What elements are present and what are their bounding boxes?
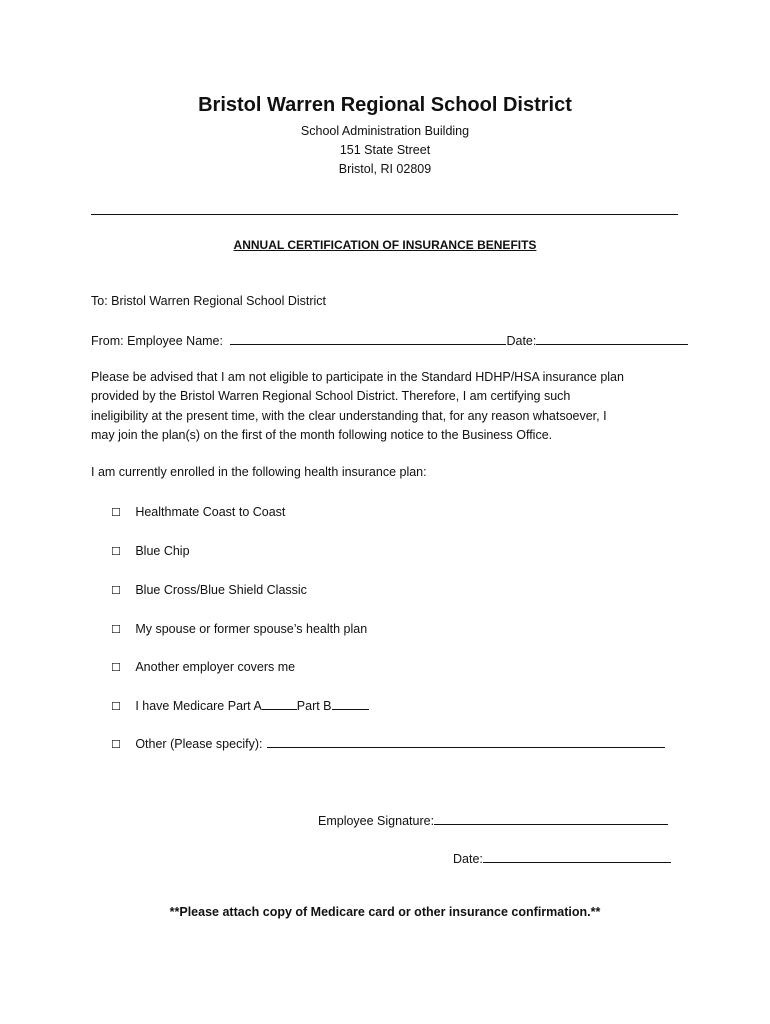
option-spouse-plan[interactable] [111, 620, 367, 638]
checkbox-icon[interactable]: ☐ [111, 739, 121, 751]
option-medicare[interactable] [111, 697, 369, 715]
signature-date-row [453, 850, 671, 866]
medicare-part-b-field[interactable] [332, 697, 369, 710]
option-another-employer[interactable] [111, 658, 295, 676]
option-label: Blue Chip [135, 544, 190, 558]
medicare-part-a-label: I have Medicare Part A [135, 699, 262, 713]
from-row [91, 332, 688, 348]
paragraph-line: ineligibility at the present time, with the clear understanding that, for any reason whatsoever, I [91, 408, 607, 423]
signature-label: Employee Signature: [318, 814, 435, 828]
address-line-1: School Administration Building [300, 124, 470, 138]
other-label: Other (Please specify): [135, 737, 263, 751]
signature-date-field[interactable] [483, 850, 671, 863]
district-title: Bristol Warren Regional School District [198, 94, 572, 116]
paragraph-line: may join the plan(s) on the first of the month following notice to the Business Office. [91, 427, 553, 442]
signature-row [318, 812, 668, 828]
form-heading: ANNUAL CERTIFICATION OF INSURANCE BENEFITS [233, 238, 537, 252]
address-line-3: Bristol, RI 02809 [338, 162, 432, 176]
header-divider [91, 214, 678, 215]
paragraph-line: Please be advised that I am not eligible to participate in the Standard HDHP/HSA insurance plan [91, 370, 624, 384]
checkbox-icon[interactable]: ☐ [111, 507, 121, 519]
checkbox-icon[interactable]: ☐ [111, 662, 121, 674]
to-line: To: Bristol Warren Regional School District [91, 294, 327, 308]
medicare-part-b-label: Part B [296, 699, 332, 713]
enrolled-intro: I am currently enrolled in the following health insurance plan: [91, 465, 427, 479]
employee-name-label: From: Employee Name: [91, 334, 223, 348]
signature-field[interactable] [434, 812, 668, 825]
checkbox-icon[interactable]: ☐ [111, 546, 121, 558]
date-field[interactable] [536, 332, 688, 345]
option-label: Blue Cross/Blue Shield Classic [135, 583, 307, 597]
option-label: Another employer covers me [135, 660, 296, 674]
option-label: My spouse or former spouse’s health plan [135, 622, 368, 636]
checkbox-icon[interactable]: ☐ [111, 585, 121, 597]
option-bcbs-classic[interactable] [111, 581, 307, 599]
address-line-2: 151 State Street [339, 143, 431, 157]
medicare-part-a-field[interactable] [262, 697, 297, 710]
option-label: Healthmate Coast to Coast [135, 505, 286, 519]
attachment-note: **Please attach copy of Medicare card or other insurance confirmation.** [169, 905, 601, 919]
paragraph-line: provided by the Bristol Warren Regional School District. Therefore, I am certifying such [91, 389, 571, 404]
date-label: Date: [506, 334, 537, 348]
option-blue-chip[interactable] [111, 542, 190, 560]
employee-name-field[interactable] [230, 332, 506, 345]
option-healthmate[interactable] [111, 503, 285, 521]
checkbox-icon[interactable]: ☐ [111, 701, 121, 713]
eligibility-paragraph [91, 368, 681, 445]
option-other[interactable] [111, 735, 665, 753]
other-specify-field[interactable] [267, 735, 665, 748]
checkbox-icon[interactable]: ☐ [111, 624, 121, 636]
signature-date-label: Date: [453, 852, 483, 866]
